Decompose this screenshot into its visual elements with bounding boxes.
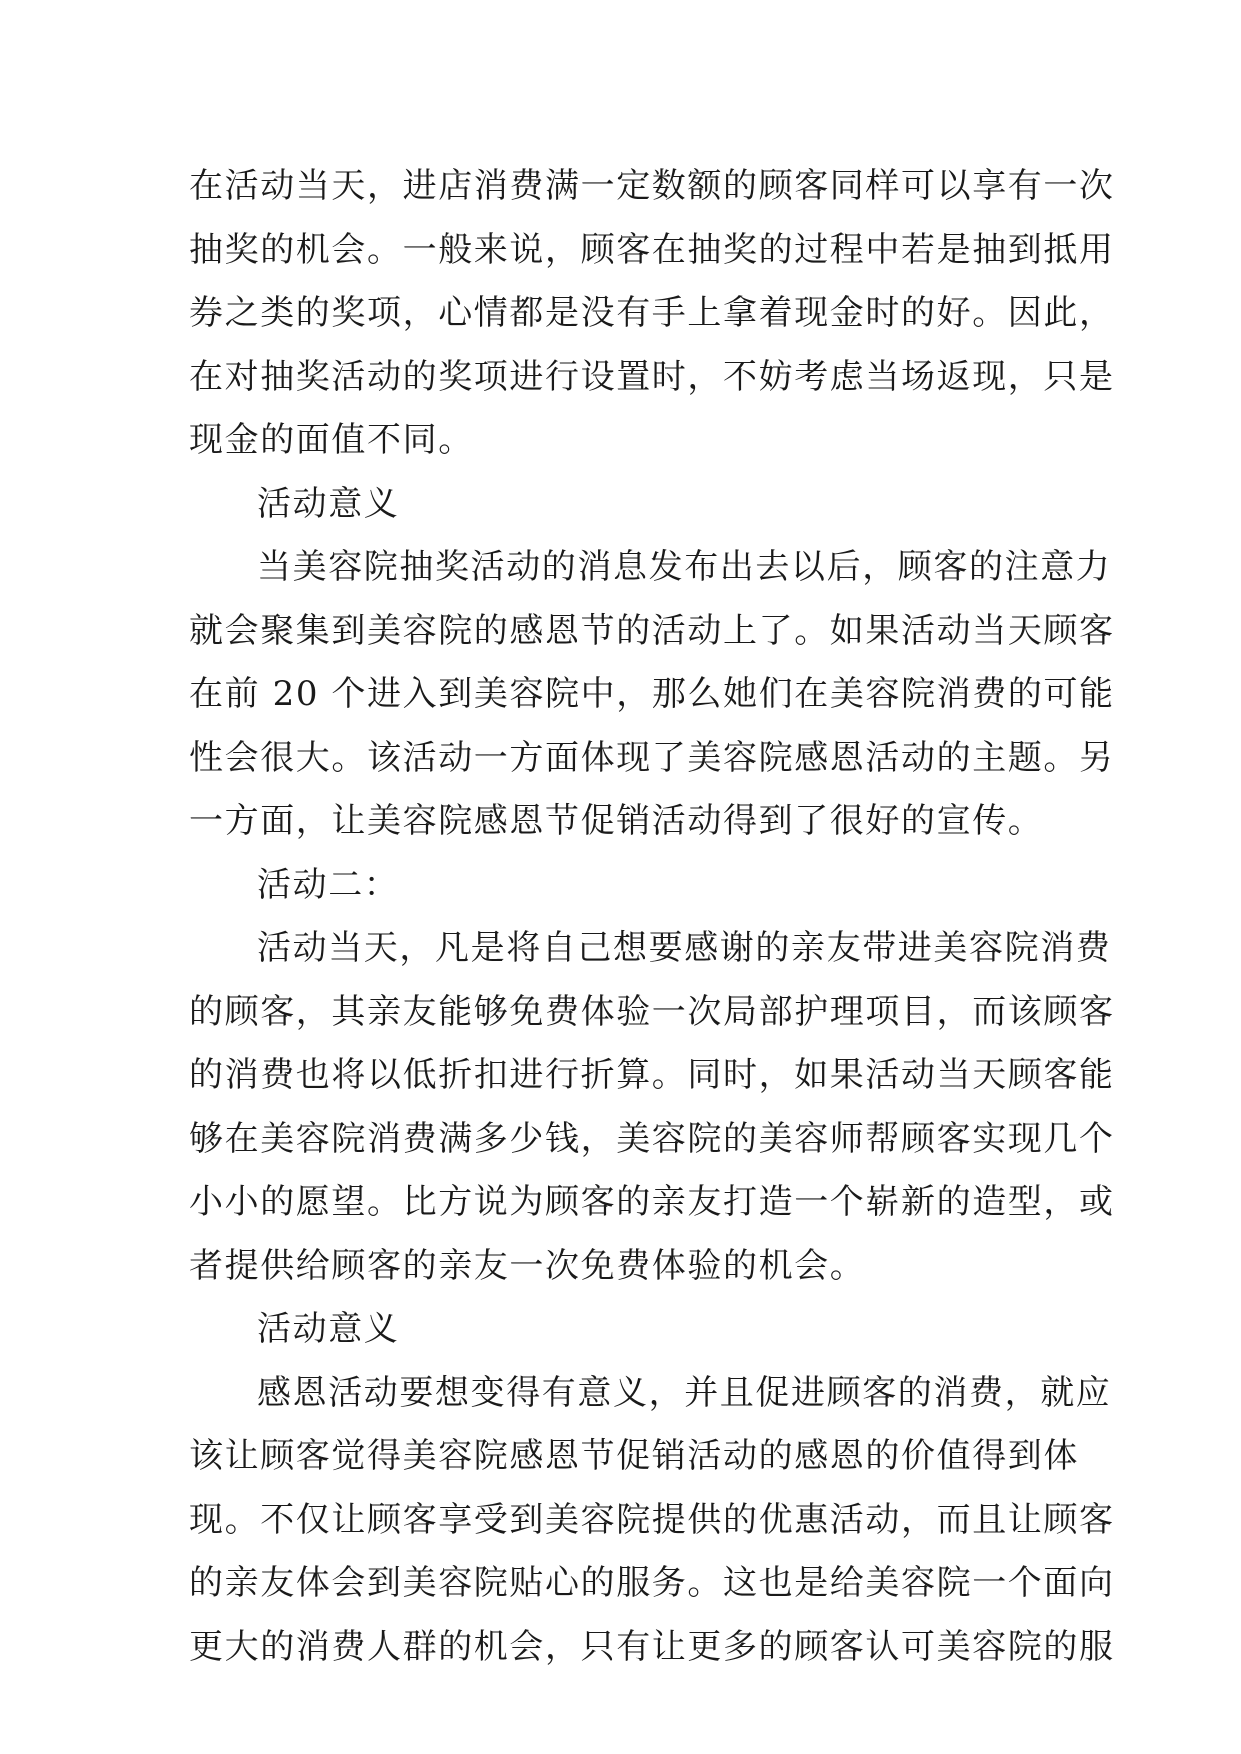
text-line: 小小的愿望。比方说为顾客的亲友打造一个崭新的造型，或: [189, 1182, 1115, 1222]
text-line: 的消费也将以低折扣进行折算。同时，如果活动当天顾客能: [189, 1055, 1115, 1095]
section-heading: 活动意义: [257, 483, 400, 524]
text-line: 的顾客，其亲友能够免费体验一次局部护理项目，而该顾客: [189, 991, 1115, 1032]
text-line: 在活动当天，进店消费满一定数额的顾客同样可以享有一次: [189, 166, 1115, 206]
text-line: 现金的面值不同。: [189, 420, 474, 460]
document-body: [189, 155, 1115, 1679]
text-line: 抽奖的机会。一般来说，顾客在抽奖的过程中若是抽到抵用: [189, 229, 1115, 270]
paragraph-first-line: 活动当天，凡是将自己想要感谢的亲友带进美容院消费: [257, 928, 1112, 968]
text-line: 更大的消费人群的机会，只有让更多的顾客认可美容院的服: [189, 1626, 1115, 1667]
text-line: 的亲友体会到美容院贴心的服务。这也是给美容院一个面向: [189, 1563, 1115, 1603]
text-line: 券之类的奖项，心情都是没有手上拿着现金时的好。因此，: [189, 293, 1115, 333]
text-line: 性会很大。该活动一方面体现了美容院感恩活动的主题。另: [189, 737, 1115, 778]
text-line: 现。不仅让顾客享受到美容院提供的优惠活动，而且让顾客: [189, 1499, 1115, 1540]
text-line: 在对抽奖活动的奖项进行设置时，不妨考虑当场返现，只是: [189, 356, 1115, 397]
text-line: 一方面，让美容院感恩节促销活动得到了很好的宣传。: [189, 801, 1044, 841]
section-heading: 活动二：: [257, 864, 400, 905]
text-line: 该让顾客觉得美容院感恩节促销活动的感恩的价值得到体: [189, 1436, 1079, 1476]
paragraph-first-line: 感恩活动要想变得有意义，并且促进顾客的消费，就应: [257, 1372, 1112, 1413]
paragraph-first-line: 当美容院抽奖活动的消息发布出去以后，顾客的注意力: [257, 547, 1112, 587]
text-line: 在前 20 个进入到美容院中，那么她们在美容院消费的可能: [189, 674, 1115, 714]
text-line: 就会聚集到美容院的感恩节的活动上了。如果活动当天顾客: [189, 610, 1115, 651]
text-line: 够在美容院消费满多少钱，美容院的美容师帮顾客实现几个: [189, 1118, 1115, 1159]
text-line: 者提供给顾客的亲友一次免费体验的机会。: [189, 1245, 866, 1286]
section-heading: 活动意义: [257, 1309, 400, 1349]
